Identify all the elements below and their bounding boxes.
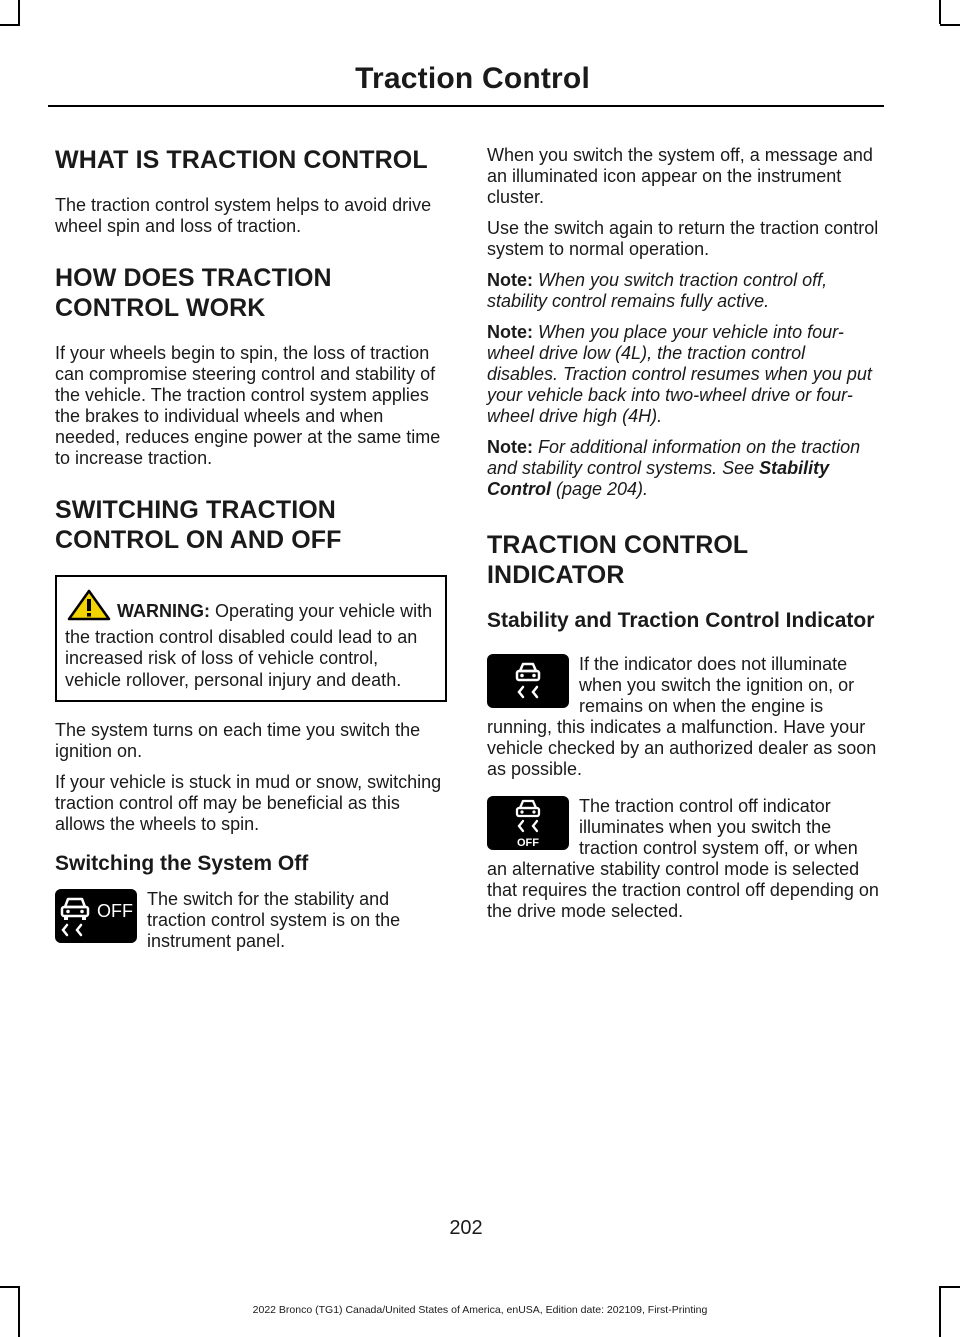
section-heading-switching: SWITCHING TRACTION CONTROL ON AND OFF (55, 496, 342, 554)
indicator-body-1: If the indicator does not illuminate when you switch the ignition on, or remains on when the engine is running, this indicates a malfunction. Have your vehicle checked by an authorized dealer as soon as possible. (487, 654, 877, 779)
indicator-body-2: The traction control off indicator illuminates when you switch the traction control system off, or when an alternative stability control mode is selected that requires the traction control off depending on the drive mode selected. (487, 796, 879, 921)
note-3: Note: For additional information on the traction and stability control systems. See Stability Control (page 204). (487, 437, 861, 499)
crop-mark (940, 24, 960, 26)
warning-triangle-icon (67, 589, 111, 627)
page-title: Traction Control (355, 62, 590, 95)
crop-mark (0, 1286, 20, 1288)
warning-title: WARNING: (117, 601, 210, 621)
switch-body-1: The system turns on each time you switch the ignition on. (55, 720, 421, 761)
crop-mark (0, 24, 20, 26)
subheading-indicator: Stability and Traction Control Indicator (487, 609, 875, 632)
crop-mark (939, 0, 941, 24)
how-body: If your wheels begin to spin, the loss of traction can compromise steering control and stability of the vehicle. The traction control system applies the brakes to individual wheels and when needed, reduces engine power at the same time to increase traction. (55, 343, 441, 468)
page-number: 202 (449, 1217, 483, 1239)
section-heading-indicator: TRACTION CONTROL INDICATOR (487, 531, 749, 589)
what-body: The traction control system helps to avoid drive wheel spin and loss of traction. (55, 195, 432, 236)
right-body-2: Use the switch again to return the traction control system to normal operation. (487, 218, 879, 259)
subheading-system-off: Switching the System Off (55, 852, 309, 875)
stability-indicator-icon (487, 654, 569, 708)
crop-mark (18, 0, 20, 24)
off-indicator-label: OFF (517, 837, 539, 849)
off-body: The switch for the stability and traction control system is on the instrument panel. (147, 889, 401, 951)
traction-off-indicator-icon (487, 796, 569, 850)
edition-footer: 2022 Bronco (TG1) Canada/United States of America, enUSA, Edition date: 202109, First-Printing (252, 1304, 708, 1316)
section-heading-how: HOW DOES TRACTION CONTROL WORK (55, 264, 332, 322)
stability-control-link[interactable]: Stability Control (487, 458, 830, 499)
note-2: Note: When you place your vehicle into four-wheel drive low (4L), the traction control disables. Traction control resumes when you put your vehicle back into two-wheel drive or four-wheel drive high (4H). (487, 322, 872, 426)
warning-body: Operating your vehicle with the traction control disabled could lead to an increased risk of loss of vehicle control, vehicle rollover, personal injury and death. (65, 601, 433, 690)
traction-off-switch-icon (55, 889, 137, 943)
off-icon-label: OFF (97, 901, 133, 921)
switch-body-2: If your vehicle is stuck in mud or snow, switching traction control off may be beneficial as this allows the wheels to spin. (55, 772, 442, 834)
right-column (487, 145, 880, 932)
crop-mark (940, 1286, 960, 1288)
warning-box (55, 575, 447, 702)
section-heading-what: WHAT IS TRACTION CONTROL (55, 146, 428, 174)
note-1: Note: When you switch traction control off, stability control remains fully active. (487, 270, 828, 311)
right-body-1: When you switch the system off, a message and an illuminated icon appear on the instrument cluster. (487, 145, 873, 207)
left-column (55, 145, 447, 962)
header-divider (48, 105, 884, 107)
